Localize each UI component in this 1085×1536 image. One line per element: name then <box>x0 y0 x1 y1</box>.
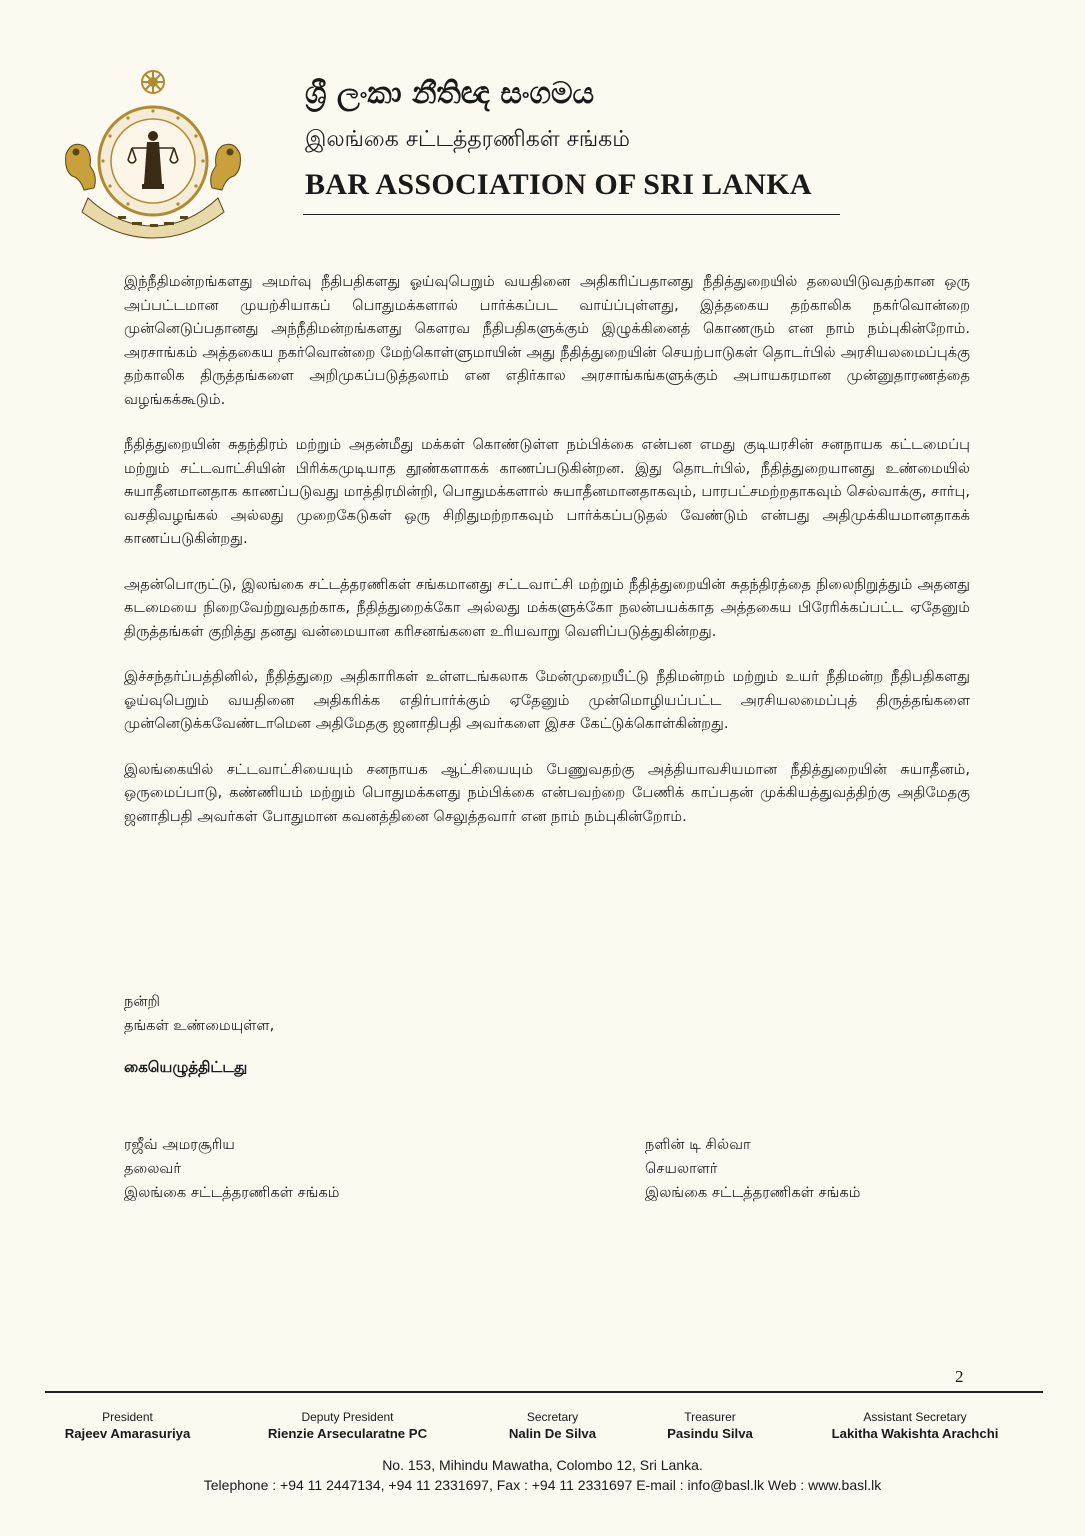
signatory-name: நளின் டி சில்வா <box>645 1136 751 1153</box>
closing <box>124 990 274 1038</box>
officer-role: Deputy President <box>301 1410 394 1424</box>
officer-name: Lakitha Wakishta Arachchi <box>831 1426 999 1441</box>
signatory-name: ரஜீவ் அமரசூரிய <box>124 1136 235 1153</box>
officer-role: President <box>102 1410 153 1424</box>
signatory-president <box>124 1133 340 1205</box>
title-tamil: இலங்கை சட்டத்தரணிகள் சங்கம் <box>305 127 630 152</box>
footer-contact: Telephone : +94 11 2447134, +94 11 2331697, Fax : +94 11 2331697 E-mail : info@basl.lk Web : www.basl.lk <box>203 1477 882 1493</box>
letter-body <box>124 270 970 850</box>
officer-name: Nalin De Silva <box>508 1426 597 1441</box>
header-divider <box>303 214 840 215</box>
title-sinhala: ශ්‍රී ලංකා නීතිඥ සංගමය <box>305 76 595 111</box>
officer-name: Rienzie Arsecularatne PC <box>267 1426 428 1441</box>
paragraph: இலங்கையில் சட்டவாட்சியையும் சனநாயக ஆட்சியையும் பேணுவதற்கு அத்தியாவசியமான நீதித்துறையின் சுயாதீனம், ஒருமைப்பாடு, கண்ணியம் மற்றும் பொதுமக்களது நம்பிக்கை என்பவற்றை பேணிக் காப்பதன் முக்கியத்துவத்திற்கு அதிமேதகு ஜனாதிபதி அவர்கள் போதுமான கவனத்தினை செலுத்தவார் என நாம் நம்புகின்றோம். <box>124 760 970 825</box>
officer-president <box>55 1410 200 1443</box>
footer-officers <box>0 1410 1085 1450</box>
letterhead <box>0 0 1085 230</box>
officer-deputy-president <box>250 1410 445 1443</box>
officer-assistant-secretary <box>815 1410 1015 1443</box>
officer-name: Pasindu Silva <box>667 1426 753 1441</box>
footer-address: No. 153, Mihindu Mawatha, Colombo 12, Sri Lanka. <box>382 1457 703 1473</box>
officer-role: Assistant Secretary <box>863 1410 967 1424</box>
title-english: BAR ASSOCIATION OF SRI LANKA <box>305 168 812 201</box>
paragraph: அதன்பொருட்டு, இலங்கை சட்டத்தரணிகள் சங்கமானது சட்டவாட்சி மற்றும் நீதித்துறையின் சுதந்திரத்தை நிலைநிறுத்தும் அதனது கடமையை நிறைவேற்றுவதற்காக, நீதித்துறைக்கோ அல்லது மக்களுக்கோ நலன்பயக்காத அத்தகைய பிரேரிக்கப்பட்ட ஏதேனும் திருத்தங்கள் குறித்து தனது வன்மையான கரிசனங்களை உரியவாறு வெளிப்படுத்துகின்றது. <box>124 575 970 640</box>
officer-secretary <box>490 1410 615 1443</box>
signatory-organization: இலங்கை சட்டத்தரணிகள் சங்கம் <box>645 1184 861 1201</box>
bar-association-seal-icon <box>58 66 248 241</box>
signatory-title: தலைவர் <box>124 1160 182 1177</box>
closing-thanks: நன்றி <box>124 993 161 1010</box>
officer-treasurer <box>650 1410 770 1443</box>
officer-role: Treasurer <box>684 1410 736 1424</box>
paragraph: இச்சந்தர்ப்பத்தினில், நீதித்துறை அதிகாரிகள் உள்ளடங்கலாக மேன்முறையீட்டு நீதிமன்றம் மற்றும் உயர் நீதிமன்ற நீதிபதிகளது ஓய்வுபெறும் வயதினை அதிகரிக்க எதிர்பார்க்கும் ஏதேனும் முன்மொழியப்பட்ட அரசியலமைப்புத் திருத்தங்களை முன்னெடுக்கவேண்டாமென அதிமேதகு ஜனாதிபதி அவர்களை இசச கேட்டுக்கொள்கின்றது. <box>124 668 970 732</box>
page-number: 2 <box>955 1367 964 1386</box>
signatory-title: செயலாளர் <box>645 1160 718 1177</box>
signatory-secretary <box>645 1133 861 1205</box>
footer-divider <box>45 1391 1043 1393</box>
signatory-organization: இலங்கை சட்டத்தரணிகள் சங்கம் <box>124 1184 340 1201</box>
signed-note: கையெழுத்திட்டது <box>124 1058 248 1076</box>
officer-role: Secretary <box>526 1410 579 1424</box>
paragraph: இந்நீதிமன்றங்களது அமர்வு நீதிபதிகளது ஓய்வுபெறும் வயதினை அதிகரிப்பதானது நீதித்துறையில் தலையிடுவதற்கான ஒரு அப்பட்டமான முயற்சியாகப் பொதுமக்களால் பார்க்கப்பட வாய்ப்புள்ளது, இத்தகைய தற்காலிக நகர்வொன்றை முன்னெடுப்பதானது அந்நீதிமன்றங்களது கௌரவ நீதிபதிகளுக்கும் இழுக்கினைத் கொணரும் என நாம் நம்புகின்றோம். அரசாங்கம் அத்தகைய நகர்வொன்றை மேற்கொள்ளுமாயின் அது நீதித்துறையின் செயற்பாடுகள் தொடர்பில் அரசியலமைப்புக்கு தற்காலிக திருத்தங்களை அறிமுகப்படுத்தலாம் என எதிர்கால அரசாங்கங்களுக்கும் அபாயகரமான முன்னுதாரணத்தை வழங்கக்கூடும். <box>124 273 970 408</box>
paragraph: நீதித்துறையின் சுதந்திரம் மற்றும் அதன்மீது மக்கள் கொண்டுள்ள நம்பிக்கை என்பன எமது குடியரசின் சனநாயக கட்டமைப்பு மற்றும் சட்டவாட்சியின் பிரிக்கமுடியாத தூண்களாகக் காணப்படுகின்றன. இது தொடர்பில், நீதித்துறையானது உண்மையில் சுயாதீனமானதாக காணப்படுவது மாத்திரமின்றி, பொதுமக்களால் சுயாதீனமானதாகவும், பாரபட்சமற்றதாகவும் செல்வாக்கு, சார்பு, வசதிவழங்கல் அல்லது முறைகேடுகள் ஒரு சிறிதுமற்றாகவும் பார்க்கப்படுதல் வேண்டும் என்பது அதிமுக்கியமானதாகக் காணப்படுகின்றது. <box>124 436 970 547</box>
officer-name: Rajeev Amarasuriya <box>64 1426 191 1441</box>
closing-regards: தங்கள் உண்மையுள்ள, <box>124 1017 275 1034</box>
